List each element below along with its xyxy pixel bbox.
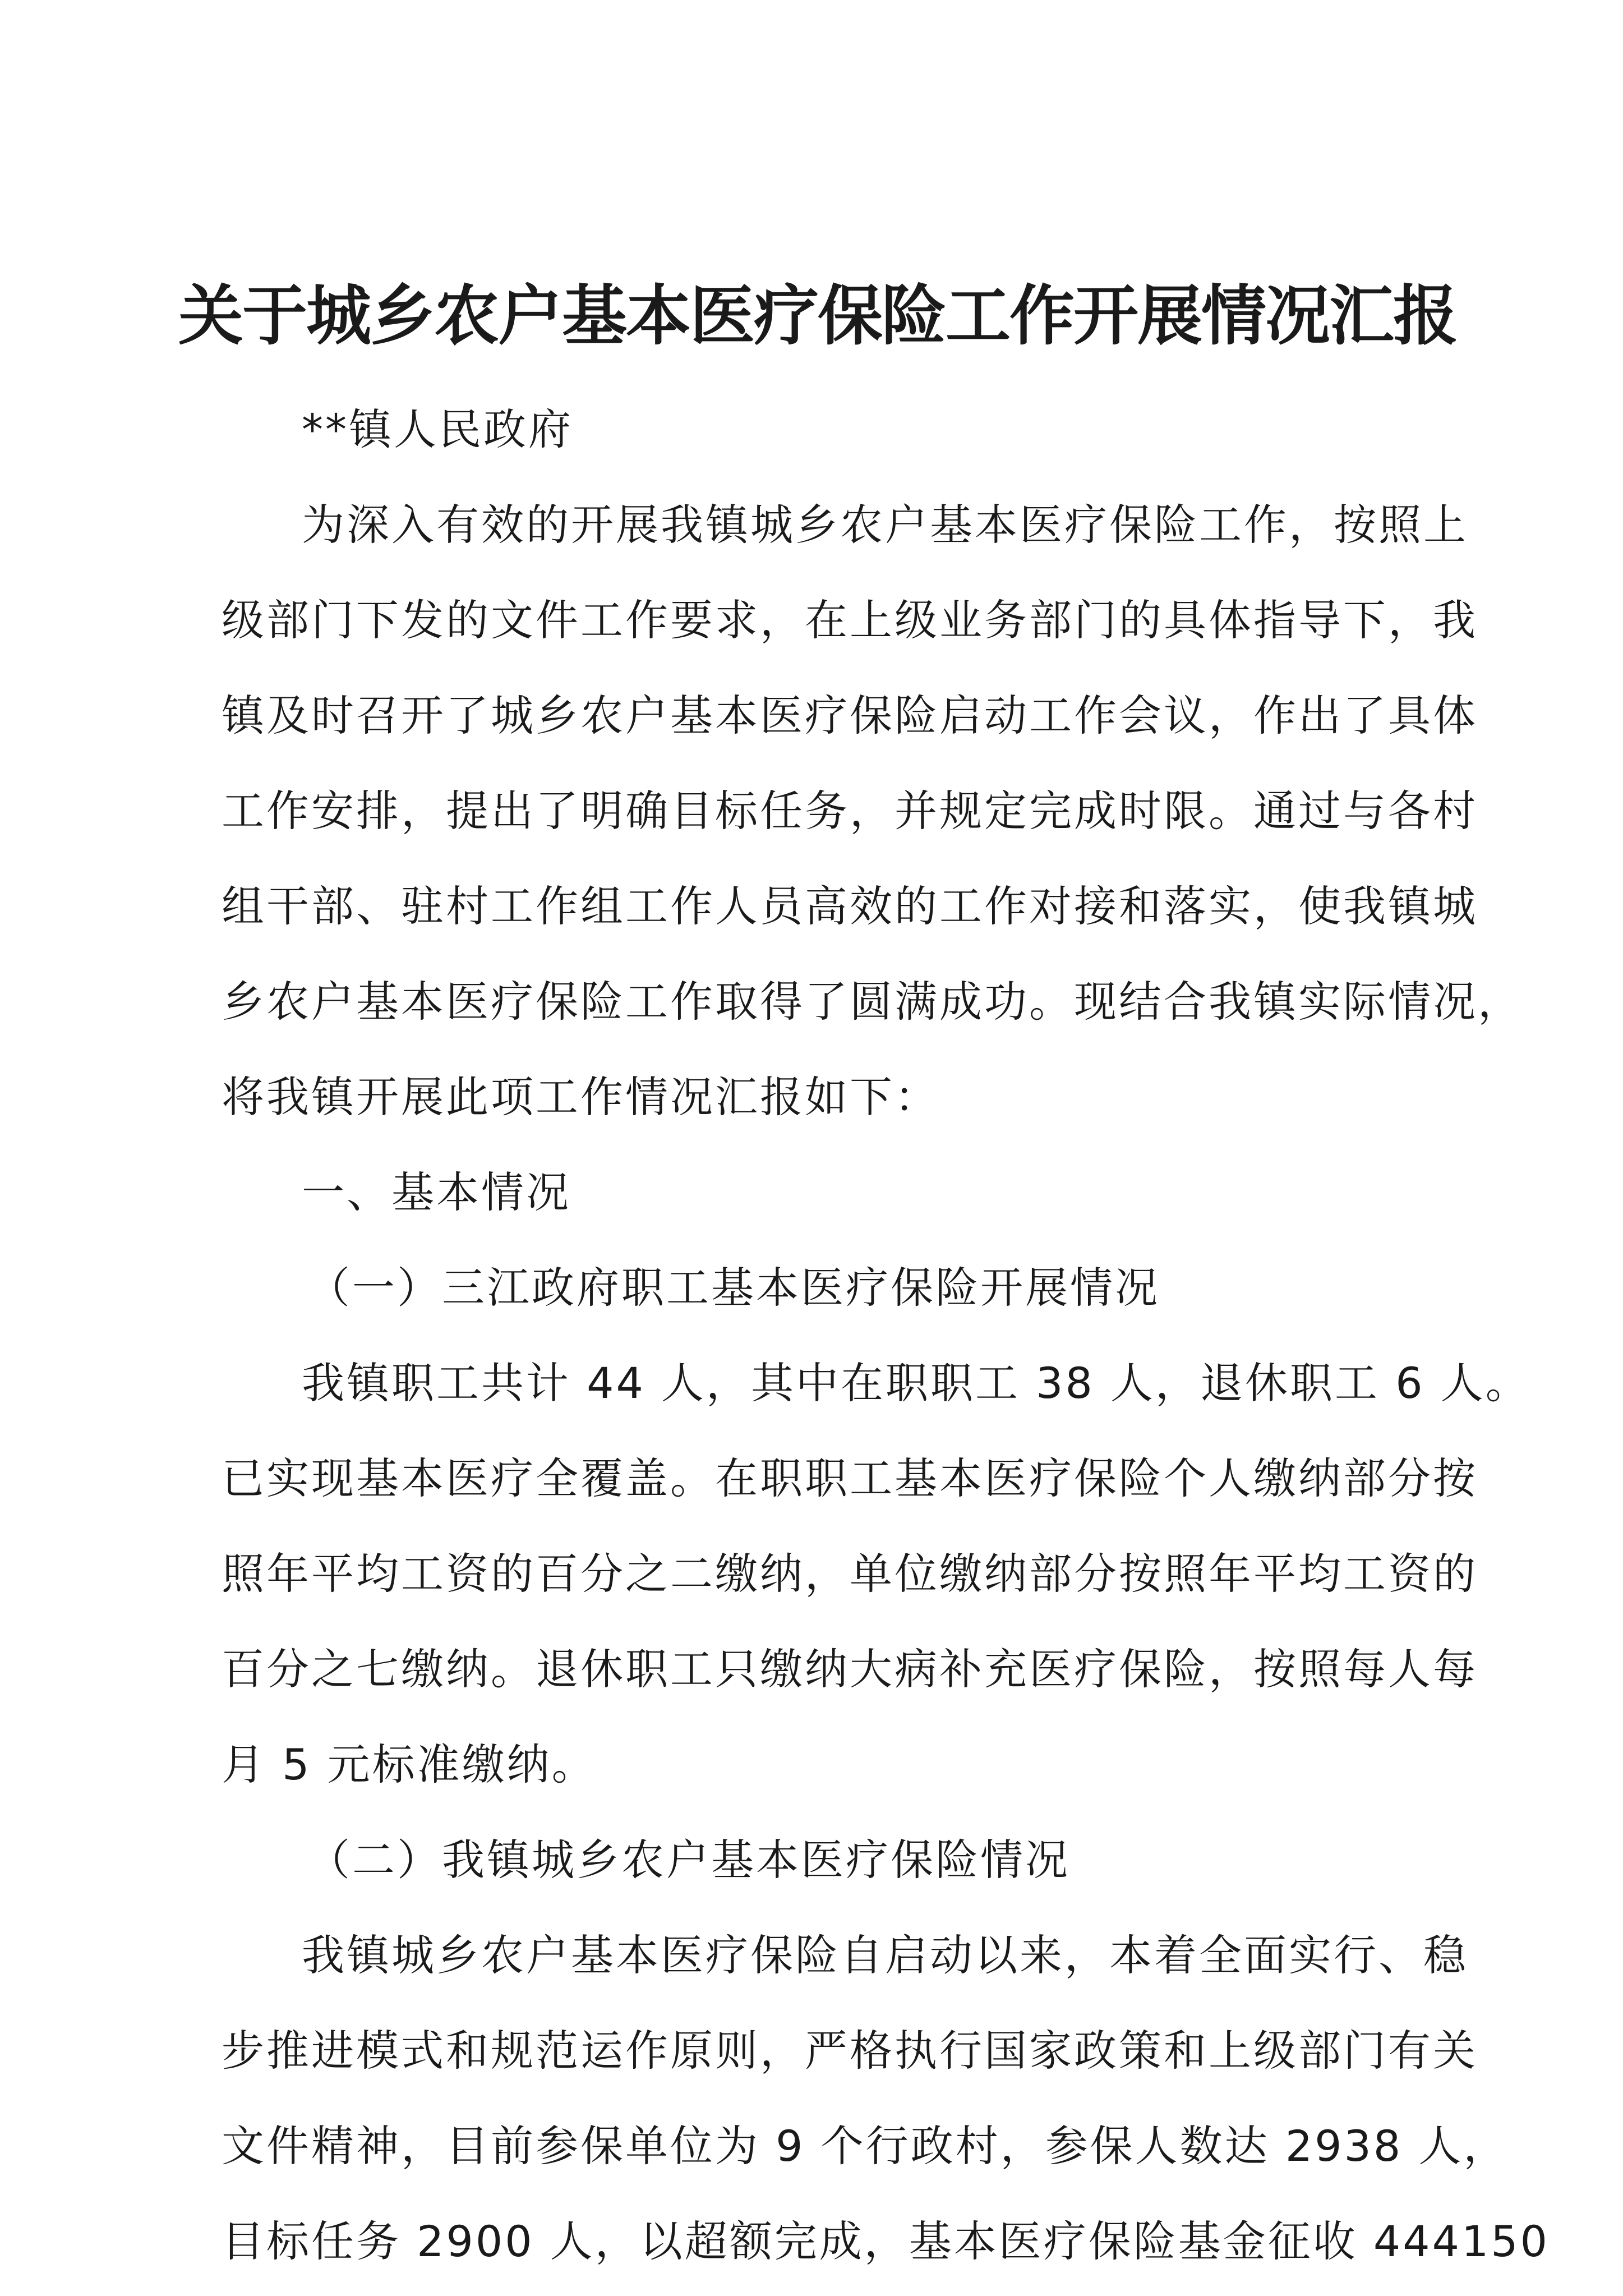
paragraph-line: 级部门下发的文件工作要求，在上级业务部门的具体指导下，我: [222, 595, 1478, 645]
author-line: **镇人民政府: [302, 404, 573, 454]
paragraph-line: 已实现基本医疗全覆盖。在职职工基本医疗保险个人缴纳部分按: [222, 1453, 1478, 1503]
section-heading: 一、基本情况: [302, 1167, 571, 1217]
paragraph-line: 月 5 元标准缴纳。: [222, 1740, 597, 1789]
paragraph-line: 将我镇开展此项工作情况汇报如下：: [222, 1072, 939, 1122]
paragraph-line: 乡农户基本医疗保险工作取得了圆满成功。现结合我镇实际情况，: [222, 977, 1523, 1027]
paragraph-line: 我镇职工共计 44 人，其中在职职工 38 人，退休职工 6 人。: [302, 1358, 1530, 1408]
paragraph-line: 镇及时召开了城乡农户基本医疗保险启动工作会议，作出了具体: [222, 691, 1478, 740]
subsection-heading: （二）我镇城乡农户基本医疗保险情况: [307, 1835, 1070, 1885]
paragraph-line: 工作安排，提出了明确目标任务，并规定完成时限。通过与各村: [222, 786, 1478, 836]
paragraph-line: 百分之七缴纳。退休职工只缴纳大病补充医疗保险，按照每人每: [222, 1644, 1478, 1694]
paragraph-line: 目标任务 2900 人，以超额完成，基本医疗保险基金征收 444150: [222, 2216, 1550, 2266]
paragraph-line: 步推进模式和规范运作原则，严格执行国家政策和上级部门有关: [222, 2026, 1478, 2076]
paragraph-line: 文件精神，目前参保单位为 9 个行政村，参保人数达 2938 人，: [222, 2121, 1509, 2171]
subsection-heading: （一）三江政府职工基本医疗保险开展情况: [307, 1263, 1160, 1313]
paragraph-line: 组干部、驻村工作组工作人员高效的工作对接和落实，使我镇城: [222, 881, 1478, 931]
paragraph-line: 为深入有效的开展我镇城乡农户基本医疗保险工作，按照上: [302, 500, 1468, 550]
paragraph-line: 我镇城乡农户基本医疗保险自启动以来，本着全面实行、稳: [302, 1930, 1468, 1980]
document-title: 关于城乡农户基本医疗保险工作开展情况汇报: [178, 278, 1457, 354]
paragraph-line: 照年平均工资的百分之二缴纳，单位缴纳部分按照年平均工资的: [222, 1549, 1478, 1599]
